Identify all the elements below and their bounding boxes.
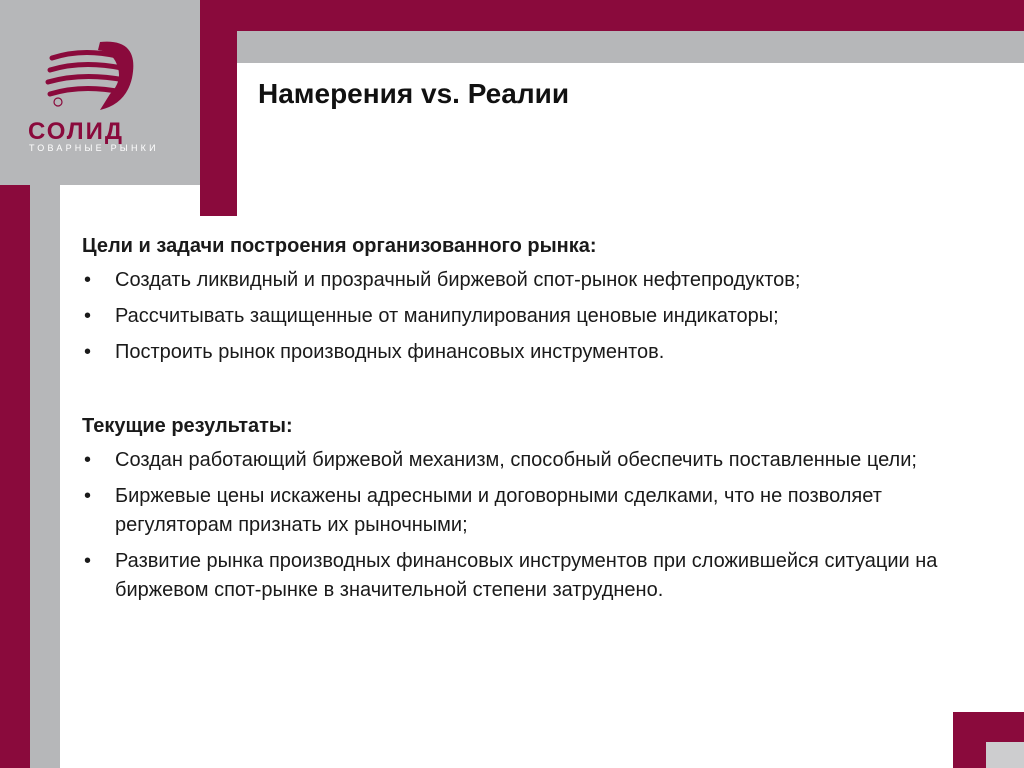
list-item	[82, 482, 982, 540]
list-item-text: Развитие рынка производных финансовых инструментов при сложившейся ситуации на биржевом спот-рынке в значительной степени затруднено.	[115, 550, 938, 601]
gray-top-band	[200, 31, 1024, 63]
bullet: •	[84, 550, 92, 572]
bullet: •	[84, 305, 92, 327]
bullet: •	[84, 485, 92, 507]
bullet: •	[84, 449, 92, 471]
maroon-logo-frame	[200, 0, 237, 216]
list-item-text: Создать ликвидный и прозрачный биржевой спот-рынок нефтепродуктов;	[115, 269, 801, 291]
results-section	[82, 412, 982, 605]
maroon-bottom-right-side	[953, 712, 986, 768]
section-heading: Цели и задачи построения организованного рынка:	[82, 235, 597, 257]
list-item	[82, 338, 982, 367]
list-item	[82, 446, 982, 475]
section-heading: Текущие результаты:	[82, 415, 293, 437]
logo-name: СОЛИД	[28, 118, 124, 145]
list-item	[82, 302, 982, 331]
logo-subtitle: ТОВАРНЫЕ РЫНКИ	[29, 143, 159, 153]
maroon-left-stripe	[0, 185, 30, 768]
solid-logo-icon	[22, 38, 182, 118]
maroon-top-bar	[200, 0, 1024, 31]
list-item-text: Построить рынок производных финансовых инструментов.	[115, 341, 665, 363]
slide-title: Намерения vs. Реалии	[258, 78, 570, 109]
bullet: •	[84, 269, 92, 291]
list-item-text: Создан работающий биржевой механизм, способный обеспечить поставленные цели;	[115, 449, 917, 471]
list-item-text: Рассчитывать защищенные от манипулирования ценовые индикаторы;	[115, 305, 779, 327]
goals-section	[82, 232, 982, 367]
bullet: •	[84, 341, 92, 363]
results-list	[82, 446, 982, 605]
list-item-text: Биржевые цены искажены адресными и договорными сделками, что не позволяет регуляторам признать их рыночными;	[115, 485, 882, 536]
list-item	[82, 266, 982, 295]
goals-list	[82, 266, 982, 367]
list-item	[82, 547, 982, 605]
slide-content	[82, 232, 982, 612]
